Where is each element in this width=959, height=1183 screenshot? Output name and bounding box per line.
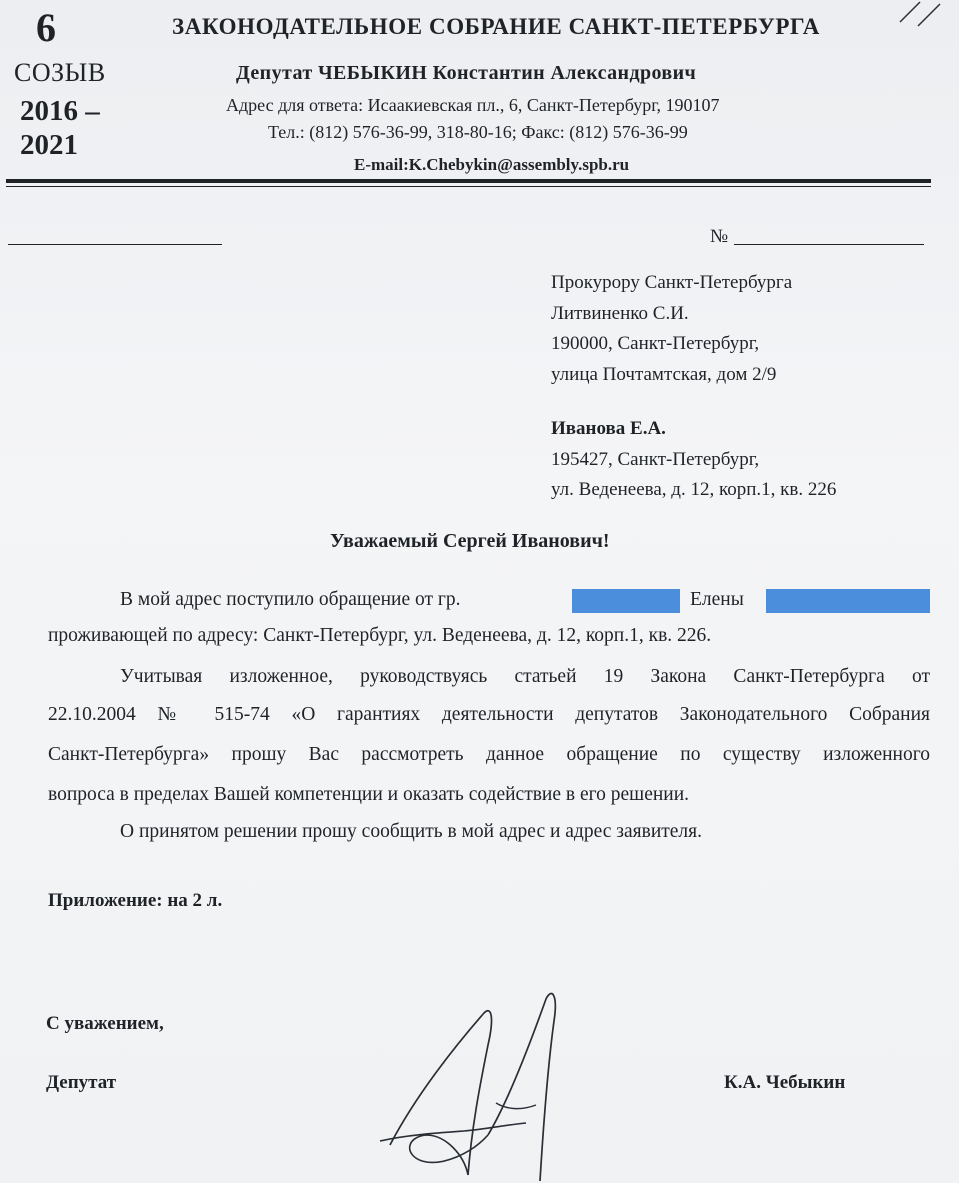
paragraph-3: О принятом решении прошу сообщить в мой адрес и адрес заявителя. bbox=[120, 821, 703, 842]
closing-regards: С уважением, bbox=[46, 1013, 164, 1034]
recipient-line-1: Прокурору Санкт-Петербурга bbox=[551, 272, 793, 293]
convocation-number: 6 bbox=[36, 5, 56, 50]
applicant-block bbox=[551, 414, 836, 506]
convocation-years bbox=[20, 94, 100, 162]
paragraph-1-line-1b: Елены bbox=[690, 589, 744, 610]
attachment-note: Приложение: на 2 л. bbox=[48, 890, 223, 911]
header-rule-thin bbox=[6, 186, 931, 187]
paragraph-2-line-1: Учитывая изложенное, руководствуясь статьей 19 Закона Санкт-Петербурга от bbox=[120, 666, 930, 687]
date-line bbox=[8, 244, 222, 245]
applicant-line-2: 195427, Санкт-Петербург, bbox=[551, 448, 760, 470]
number-line bbox=[734, 244, 924, 245]
years-line-2: 2021 bbox=[20, 129, 78, 161]
redaction-box-surname bbox=[572, 589, 680, 613]
header-rule-thick bbox=[6, 179, 931, 183]
applicant-line-3: ул. Веденеева, д. 12, корп.1, кв. 226 bbox=[551, 479, 837, 500]
corner-pen-mark bbox=[890, 0, 959, 30]
handwritten-signature bbox=[376, 985, 576, 1183]
paragraph-2-line-2: 22.10.2004 № 515-74 «О гарантиях деятельности депутатов Законодательного Собрания bbox=[48, 704, 930, 725]
letterhead-email: E-mail:K.Chebykin@assembly.spb.ru bbox=[354, 155, 630, 174]
paragraph-2-line-4: вопроса в пределах Вашей компетенции и оказать содействие в его решении. bbox=[48, 784, 690, 805]
years-line-1: 2016 – bbox=[20, 95, 100, 127]
convocation-word: СОЗЫВ bbox=[14, 58, 106, 87]
number-sign: № bbox=[710, 226, 729, 247]
recipient-line-3: 190000, Санкт-Петербург, bbox=[551, 333, 760, 354]
recipient-line-2: Литвиненко С.И. bbox=[551, 302, 689, 324]
redaction-box-patronymic bbox=[766, 589, 930, 613]
recipient-block bbox=[551, 268, 792, 390]
letterhead-deputy: Депутат ЧЕБЫКИН Константин Александрович bbox=[236, 62, 697, 84]
salutation: Уважаемый Сергей Иванович! bbox=[330, 530, 610, 552]
paragraph-2-line-3: Санкт-Петербурга» прошу Вас рассмотреть данное обращение по существу изложенного bbox=[48, 744, 930, 765]
signer-title: Депутат bbox=[46, 1072, 117, 1093]
paragraph-1-line-1a: В мой адрес поступило обращение от гр. bbox=[120, 589, 461, 610]
applicant-name: Иванова Е.А. bbox=[551, 418, 666, 439]
letterhead-phones: Тел.: (812) 576-36-99, 318-80-16; Факс: (812) 576-36-99 bbox=[268, 122, 688, 142]
letterhead-title: ЗАКОНОДАТЕЛЬНОЕ СОБРАНИЕ САНКТ-ПЕТЕРБУРГА bbox=[172, 14, 820, 39]
paragraph-1-line-2: проживающей по адресу: Санкт-Петербург, ул. Веденеева, д. 12, корп.1, кв. 226. bbox=[48, 625, 712, 646]
letterhead-address: Адрес для ответа: Исаакиевская пл., 6, Санкт-Петербург, 190107 bbox=[226, 95, 720, 115]
recipient-line-4: улица Почтамтская, дом 2/9 bbox=[551, 363, 777, 385]
signer-name: К.А. Чебыкин bbox=[724, 1072, 846, 1093]
